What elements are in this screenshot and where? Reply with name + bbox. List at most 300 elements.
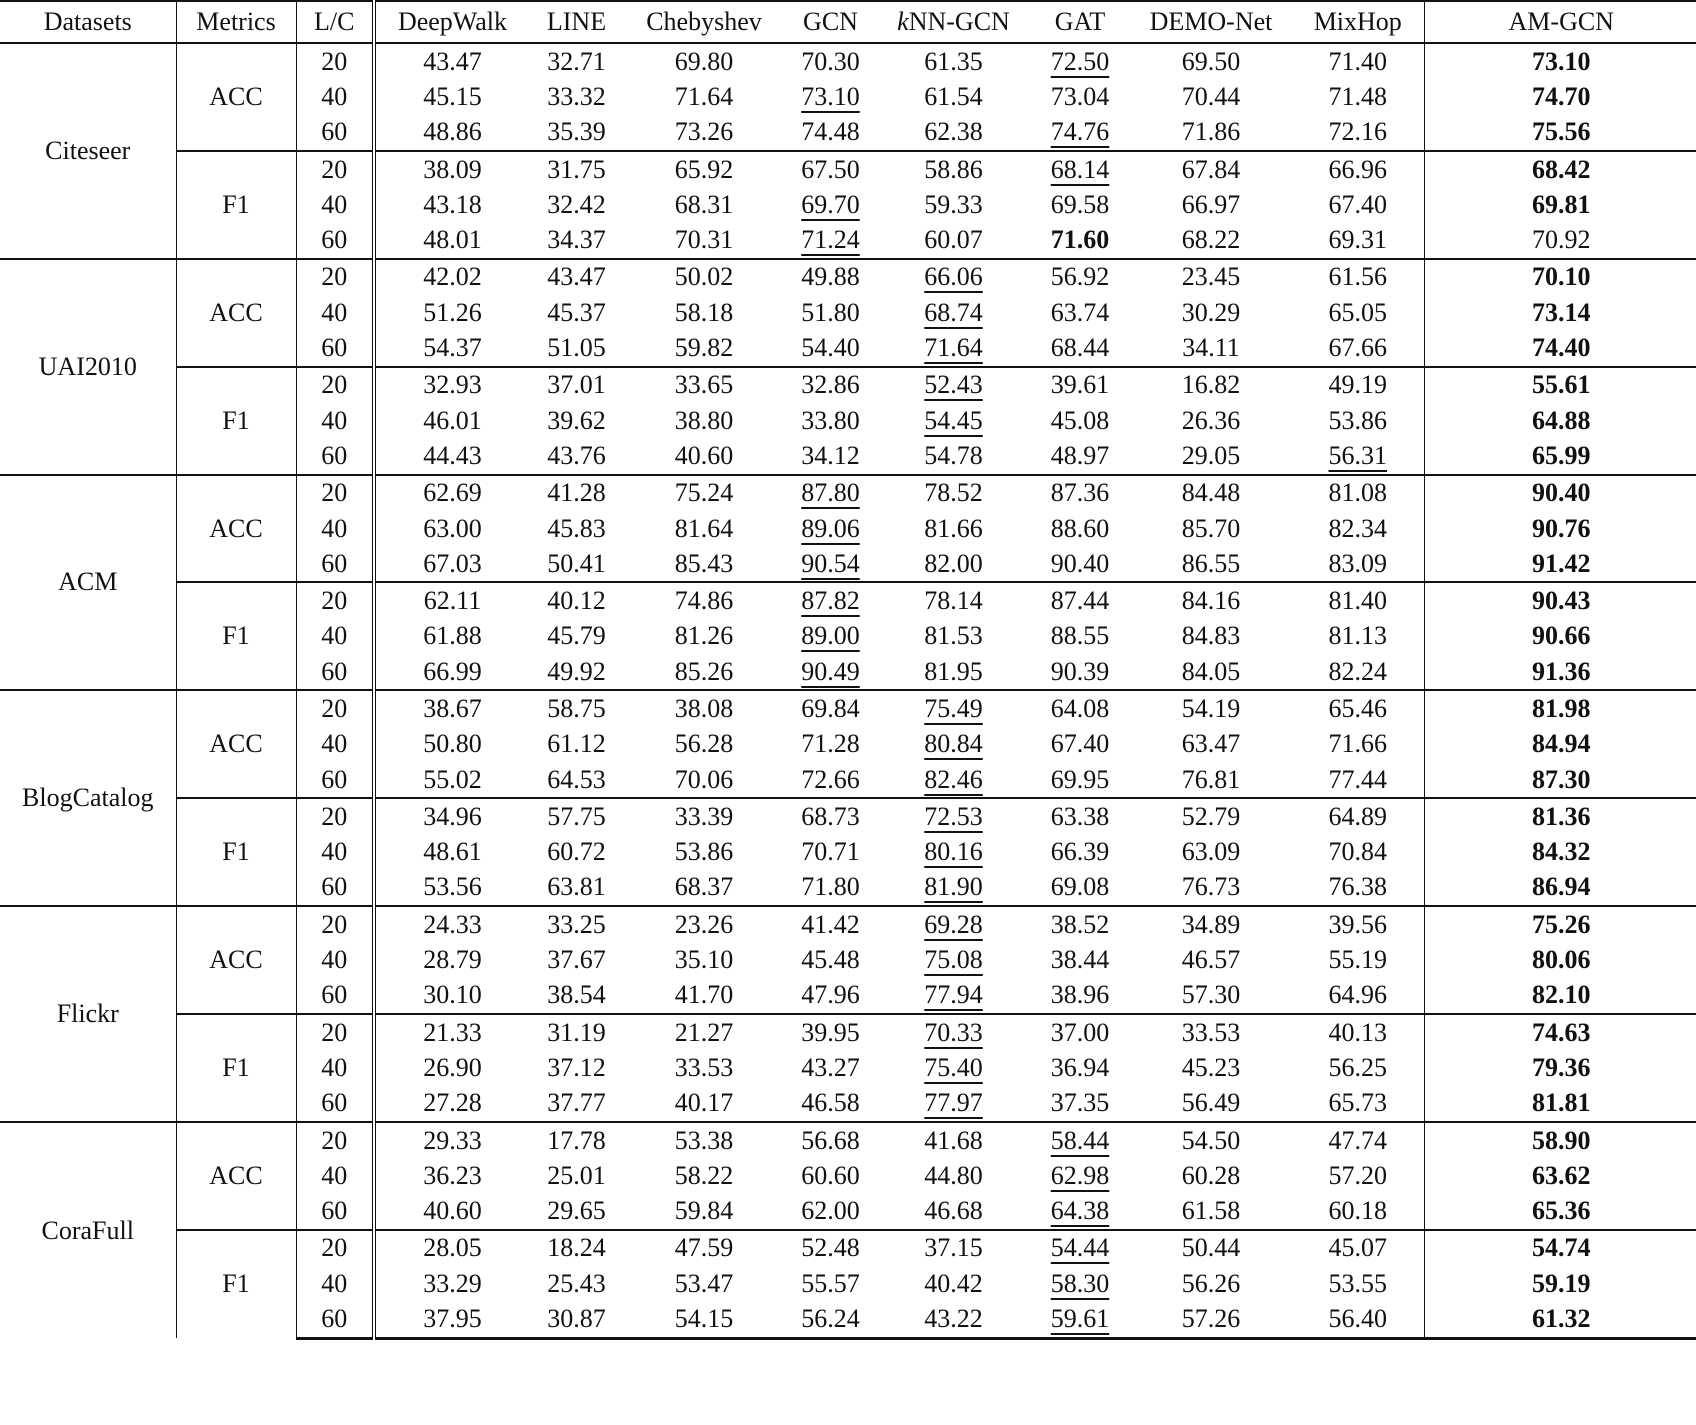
value-cell xyxy=(1292,1086,1424,1122)
value-text: 70.10 xyxy=(1532,262,1591,292)
value-text: 25.01 xyxy=(547,1160,606,1190)
metric-label: ACC xyxy=(176,43,296,151)
value-text: 64.89 xyxy=(1328,801,1387,831)
value-cell xyxy=(1292,1122,1424,1158)
value-text: 35.10 xyxy=(674,945,734,975)
value-text: 91.36 xyxy=(1532,656,1591,686)
value-text: 32.93 xyxy=(423,370,482,400)
value-cell xyxy=(1292,438,1424,474)
value-text: 59.82 xyxy=(674,333,734,363)
value-text: 64.38 xyxy=(1050,1196,1110,1226)
value-cell xyxy=(1130,690,1292,726)
label-rate-cell: 20 xyxy=(296,475,374,511)
value-text: 68.14 xyxy=(1050,154,1110,184)
value-cell xyxy=(529,619,624,654)
value-text: 87.82 xyxy=(801,586,860,616)
metric-label: ACC xyxy=(176,475,296,583)
value-text: 53.38 xyxy=(674,1125,734,1155)
value-text: 78.14 xyxy=(924,586,983,616)
label-rate-cell: 40 xyxy=(296,79,374,114)
value-text: 85.43 xyxy=(674,548,734,578)
value-text: 37.12 xyxy=(547,1052,606,1082)
value-cell xyxy=(624,1158,784,1193)
value-text: 28.05 xyxy=(423,1233,482,1263)
value-text: 76.38 xyxy=(1328,872,1387,902)
value-cell xyxy=(624,762,784,798)
value-text: 51.80 xyxy=(801,297,860,327)
value-cell xyxy=(877,511,1030,546)
value-cell xyxy=(374,798,529,834)
value-cell xyxy=(1292,330,1424,366)
value-text: 89.06 xyxy=(801,513,860,543)
value-cell xyxy=(374,438,529,474)
value-cell xyxy=(529,367,624,403)
value-text: 74.86 xyxy=(674,586,734,616)
label-rate-cell: 20 xyxy=(296,1014,374,1050)
value-text: 68.74 xyxy=(924,297,983,327)
value-cell xyxy=(1130,1230,1292,1266)
value-text: 37.01 xyxy=(547,370,606,400)
value-cell xyxy=(1424,1050,1696,1085)
value-text: 38.09 xyxy=(423,154,482,184)
value-cell xyxy=(624,1014,784,1050)
value-cell xyxy=(1292,1014,1424,1050)
value-text: 80.16 xyxy=(924,837,983,867)
value-text: 66.96 xyxy=(1328,154,1387,184)
value-text: 33.53 xyxy=(674,1052,734,1082)
value-cell xyxy=(1130,330,1292,366)
value-cell xyxy=(1030,115,1130,151)
value-cell xyxy=(1130,727,1292,762)
value-cell xyxy=(1292,1266,1424,1301)
value-text: 67.66 xyxy=(1328,333,1387,363)
value-cell xyxy=(1130,259,1292,295)
dataset-label: Citeseer xyxy=(0,43,176,259)
value-text: 48.61 xyxy=(423,837,482,867)
label-rate-cell: 40 xyxy=(296,295,374,330)
value-text: 71.66 xyxy=(1328,729,1387,759)
value-text: 58.18 xyxy=(674,297,734,327)
value-cell xyxy=(1030,762,1130,798)
value-text: 70.33 xyxy=(924,1017,983,1047)
header-am-gcn: AM-GCN xyxy=(1424,1,1696,43)
value-text: 89.00 xyxy=(801,621,860,651)
value-text: 65.05 xyxy=(1328,297,1387,327)
value-cell xyxy=(784,906,877,942)
value-cell xyxy=(374,1266,529,1301)
value-text: 58.75 xyxy=(547,693,606,723)
value-cell xyxy=(877,295,1030,330)
value-text: 43.27 xyxy=(801,1052,860,1082)
value-text: 87.30 xyxy=(1532,764,1591,794)
value-text: 56.40 xyxy=(1328,1304,1387,1334)
value-cell xyxy=(624,906,784,942)
value-text: 84.05 xyxy=(1181,656,1241,686)
value-cell xyxy=(1130,511,1292,546)
value-cell xyxy=(1130,222,1292,258)
value-text: 63.74 xyxy=(1050,297,1110,327)
value-text: 37.15 xyxy=(924,1233,983,1263)
value-cell xyxy=(529,1050,624,1085)
value-cell xyxy=(624,619,784,654)
value-cell xyxy=(374,619,529,654)
value-cell xyxy=(1424,727,1696,762)
value-cell xyxy=(784,1086,877,1122)
value-cell xyxy=(1424,1266,1696,1301)
value-text: 33.32 xyxy=(547,81,606,111)
value-text: 71.24 xyxy=(801,225,860,255)
value-text: 56.26 xyxy=(1181,1268,1241,1298)
value-text: 82.24 xyxy=(1328,656,1387,686)
value-cell xyxy=(784,1014,877,1050)
value-text: 54.19 xyxy=(1181,693,1241,723)
value-cell xyxy=(784,259,877,295)
label-rate-cell: 20 xyxy=(296,259,374,295)
value-cell xyxy=(1130,798,1292,834)
value-cell xyxy=(1424,79,1696,114)
value-cell xyxy=(1292,295,1424,330)
value-cell xyxy=(1130,475,1292,511)
value-text: 71.40 xyxy=(1328,46,1387,76)
value-text: 32.71 xyxy=(547,46,606,76)
value-text: 38.08 xyxy=(674,693,734,723)
label-rate-cell: 60 xyxy=(296,1194,374,1230)
value-text: 74.70 xyxy=(1532,81,1591,111)
value-cell xyxy=(1030,1194,1130,1230)
value-cell xyxy=(374,727,529,762)
value-cell xyxy=(624,367,784,403)
value-cell xyxy=(374,115,529,151)
value-text: 41.68 xyxy=(924,1125,983,1155)
value-text: 34.11 xyxy=(1182,333,1240,363)
value-text: 60.72 xyxy=(547,837,606,867)
value-text: 29.33 xyxy=(423,1125,482,1155)
value-text: 23.45 xyxy=(1181,262,1241,292)
value-text: 75.49 xyxy=(924,693,983,723)
value-cell xyxy=(1292,1194,1424,1230)
value-text: 90.49 xyxy=(801,656,860,686)
value-cell xyxy=(1030,367,1130,403)
value-text: 23.26 xyxy=(674,909,734,939)
value-cell xyxy=(877,870,1030,906)
value-text: 56.49 xyxy=(1181,1088,1241,1118)
label-rate-cell: 20 xyxy=(296,1230,374,1266)
value-cell xyxy=(1424,330,1696,366)
metric-label: F1 xyxy=(176,1230,296,1338)
value-cell xyxy=(529,870,624,906)
value-text: 69.31 xyxy=(1328,225,1387,255)
value-text: 68.73 xyxy=(801,801,860,831)
value-text: 57.75 xyxy=(547,801,606,831)
value-text: 71.64 xyxy=(674,81,734,111)
value-text: 32.42 xyxy=(547,189,606,219)
value-cell xyxy=(1424,762,1696,798)
metric-label: ACC xyxy=(176,259,296,367)
label-rate-cell: 20 xyxy=(296,690,374,726)
value-text: 62.00 xyxy=(801,1196,860,1226)
value-cell xyxy=(1292,475,1424,511)
value-text: 71.28 xyxy=(801,729,860,759)
value-cell xyxy=(374,43,529,79)
value-cell xyxy=(877,978,1030,1014)
value-text: 48.86 xyxy=(423,117,482,147)
table-row xyxy=(0,1230,1696,1266)
value-text: 87.44 xyxy=(1050,586,1110,616)
value-text: 39.61 xyxy=(1050,370,1110,400)
label-rate-cell: 60 xyxy=(296,762,374,798)
value-cell xyxy=(624,222,784,258)
value-text: 74.63 xyxy=(1532,1017,1591,1047)
value-cell xyxy=(1292,619,1424,654)
value-text: 88.60 xyxy=(1050,513,1110,543)
value-text: 41.28 xyxy=(547,478,606,508)
value-cell xyxy=(1030,1050,1130,1085)
value-cell xyxy=(529,1014,624,1050)
value-cell xyxy=(529,151,624,187)
value-cell xyxy=(624,151,784,187)
value-text: 66.39 xyxy=(1050,837,1110,867)
header-knn-prefix: k xyxy=(897,7,909,36)
value-cell xyxy=(374,403,529,438)
value-text: 70.06 xyxy=(674,764,734,794)
label-rate-cell: 60 xyxy=(296,330,374,366)
metric-label: F1 xyxy=(176,798,296,906)
value-cell xyxy=(1030,582,1130,618)
value-cell xyxy=(529,1301,624,1338)
value-text: 71.86 xyxy=(1181,117,1241,147)
value-text: 55.19 xyxy=(1328,945,1387,975)
value-cell xyxy=(624,654,784,690)
value-text: 65.46 xyxy=(1328,693,1387,723)
value-text: 90.39 xyxy=(1050,656,1110,686)
value-cell xyxy=(374,475,529,511)
value-cell xyxy=(529,654,624,690)
value-cell xyxy=(624,835,784,870)
value-text: 76.73 xyxy=(1181,872,1241,902)
value-cell xyxy=(1424,798,1696,834)
value-text: 45.79 xyxy=(547,621,606,651)
value-text: 78.52 xyxy=(924,478,983,508)
value-text: 45.48 xyxy=(801,945,860,975)
value-text: 40.12 xyxy=(547,586,606,616)
label-rate-cell: 60 xyxy=(296,222,374,258)
value-text: 39.95 xyxy=(801,1017,860,1047)
value-text: 72.50 xyxy=(1050,46,1110,76)
value-cell xyxy=(1292,1301,1424,1338)
value-cell xyxy=(1030,870,1130,906)
value-text: 90.40 xyxy=(1532,478,1591,508)
value-text: 63.00 xyxy=(423,513,482,543)
value-cell xyxy=(877,654,1030,690)
value-text: 71.48 xyxy=(1328,81,1387,111)
value-text: 34.12 xyxy=(801,440,860,470)
value-text: 75.40 xyxy=(924,1052,983,1082)
label-rate-cell: 40 xyxy=(296,1266,374,1301)
table-row xyxy=(0,1122,1696,1158)
value-cell xyxy=(1130,438,1292,474)
value-text: 34.89 xyxy=(1181,909,1241,939)
table-row xyxy=(0,43,1696,79)
value-cell xyxy=(1030,438,1130,474)
value-text: 68.37 xyxy=(674,872,734,902)
label-rate-cell: 60 xyxy=(296,654,374,690)
value-text: 29.65 xyxy=(547,1196,606,1226)
value-cell xyxy=(877,762,1030,798)
header-gat: GAT xyxy=(1030,1,1130,43)
value-text: 71.64 xyxy=(924,333,983,363)
value-cell xyxy=(877,835,1030,870)
value-cell xyxy=(784,367,877,403)
value-cell xyxy=(1030,942,1130,977)
label-rate-cell: 40 xyxy=(296,187,374,222)
value-cell xyxy=(1030,798,1130,834)
value-cell xyxy=(784,475,877,511)
value-text: 54.45 xyxy=(924,405,983,435)
value-text: 21.33 xyxy=(423,1017,482,1047)
label-rate-cell: 20 xyxy=(296,151,374,187)
value-cell xyxy=(1030,1086,1130,1122)
value-text: 38.54 xyxy=(547,980,606,1010)
value-text: 53.86 xyxy=(1328,405,1387,435)
header-deepwalk: DeepWalk xyxy=(374,1,529,43)
value-cell xyxy=(1030,546,1130,582)
value-cell xyxy=(374,151,529,187)
value-cell xyxy=(877,582,1030,618)
value-cell xyxy=(1130,1050,1292,1085)
value-text: 54.78 xyxy=(924,440,983,470)
value-cell xyxy=(529,1230,624,1266)
value-cell xyxy=(624,403,784,438)
value-cell xyxy=(784,582,877,618)
value-text: 41.70 xyxy=(674,980,734,1010)
value-text: 59.61 xyxy=(1050,1304,1110,1334)
value-cell xyxy=(784,835,877,870)
value-cell xyxy=(624,295,784,330)
value-cell xyxy=(1030,151,1130,187)
value-cell xyxy=(784,1194,877,1230)
value-text: 61.54 xyxy=(924,81,983,111)
value-cell xyxy=(624,43,784,79)
table-row xyxy=(0,151,1696,187)
value-text: 69.28 xyxy=(924,909,983,939)
value-cell xyxy=(529,798,624,834)
value-cell xyxy=(374,295,529,330)
value-text: 76.81 xyxy=(1181,764,1241,794)
value-text: 61.88 xyxy=(423,621,482,651)
value-text: 56.24 xyxy=(801,1304,860,1334)
value-cell xyxy=(784,762,877,798)
value-text: 62.69 xyxy=(423,478,482,508)
label-rate-cell: 60 xyxy=(296,978,374,1014)
value-text: 37.00 xyxy=(1050,1017,1110,1047)
value-cell xyxy=(1130,79,1292,114)
dataset-label: UAI2010 xyxy=(0,259,176,475)
value-cell xyxy=(1130,187,1292,222)
value-cell xyxy=(1292,259,1424,295)
value-cell xyxy=(1030,1122,1130,1158)
metric-label: F1 xyxy=(176,582,296,690)
value-cell xyxy=(374,654,529,690)
value-cell xyxy=(1292,1230,1424,1266)
value-text: 81.81 xyxy=(1532,1088,1591,1118)
value-text: 56.68 xyxy=(801,1125,860,1155)
value-cell xyxy=(877,403,1030,438)
label-rate-cell: 40 xyxy=(296,619,374,654)
value-cell xyxy=(1030,79,1130,114)
value-text: 81.53 xyxy=(924,621,983,651)
value-text: 59.84 xyxy=(674,1196,734,1226)
value-cell xyxy=(1424,187,1696,222)
value-text: 70.84 xyxy=(1328,837,1387,867)
value-text: 91.42 xyxy=(1532,548,1591,578)
value-cell xyxy=(1292,978,1424,1014)
value-cell xyxy=(374,259,529,295)
value-cell xyxy=(529,1086,624,1122)
value-cell xyxy=(1292,43,1424,79)
value-cell xyxy=(1130,403,1292,438)
value-text: 42.02 xyxy=(423,262,482,292)
value-cell xyxy=(374,906,529,942)
value-cell xyxy=(784,403,877,438)
value-text: 57.26 xyxy=(1181,1304,1241,1334)
value-text: 48.97 xyxy=(1050,440,1110,470)
value-cell xyxy=(1030,690,1130,726)
value-cell xyxy=(1424,978,1696,1014)
value-cell xyxy=(784,511,877,546)
value-cell xyxy=(529,690,624,726)
value-text: 28.79 xyxy=(423,945,482,975)
value-cell xyxy=(1030,654,1130,690)
value-cell xyxy=(374,1086,529,1122)
value-text: 38.52 xyxy=(1050,909,1110,939)
value-cell xyxy=(784,727,877,762)
table-body xyxy=(0,43,1696,1338)
value-text: 72.16 xyxy=(1328,117,1387,147)
label-rate-cell: 20 xyxy=(296,367,374,403)
value-cell xyxy=(1130,1122,1292,1158)
value-text: 46.57 xyxy=(1181,945,1241,975)
value-cell xyxy=(784,1122,877,1158)
value-text: 24.33 xyxy=(423,909,482,939)
value-text: 37.95 xyxy=(423,1304,482,1334)
label-rate-cell: 60 xyxy=(296,1086,374,1122)
value-cell xyxy=(624,727,784,762)
value-text: 49.88 xyxy=(801,262,860,292)
value-cell xyxy=(1030,295,1130,330)
value-text: 33.53 xyxy=(1181,1017,1241,1047)
value-cell xyxy=(624,438,784,474)
value-text: 63.38 xyxy=(1050,801,1110,831)
value-text: 81.66 xyxy=(924,513,983,543)
value-cell xyxy=(374,367,529,403)
value-cell xyxy=(624,1266,784,1301)
value-cell xyxy=(374,1122,529,1158)
value-cell xyxy=(529,43,624,79)
value-cell xyxy=(1292,151,1424,187)
value-text: 46.01 xyxy=(423,405,482,435)
value-cell xyxy=(529,582,624,618)
value-text: 75.56 xyxy=(1532,117,1591,147)
value-cell xyxy=(1030,330,1130,366)
value-cell xyxy=(1292,727,1424,762)
value-text: 74.76 xyxy=(1050,117,1110,147)
value-text: 77.94 xyxy=(924,980,983,1010)
value-text: 55.61 xyxy=(1532,370,1591,400)
value-text: 73.10 xyxy=(1532,46,1591,76)
table-row xyxy=(0,259,1696,295)
value-cell xyxy=(1424,1122,1696,1158)
value-cell xyxy=(374,511,529,546)
